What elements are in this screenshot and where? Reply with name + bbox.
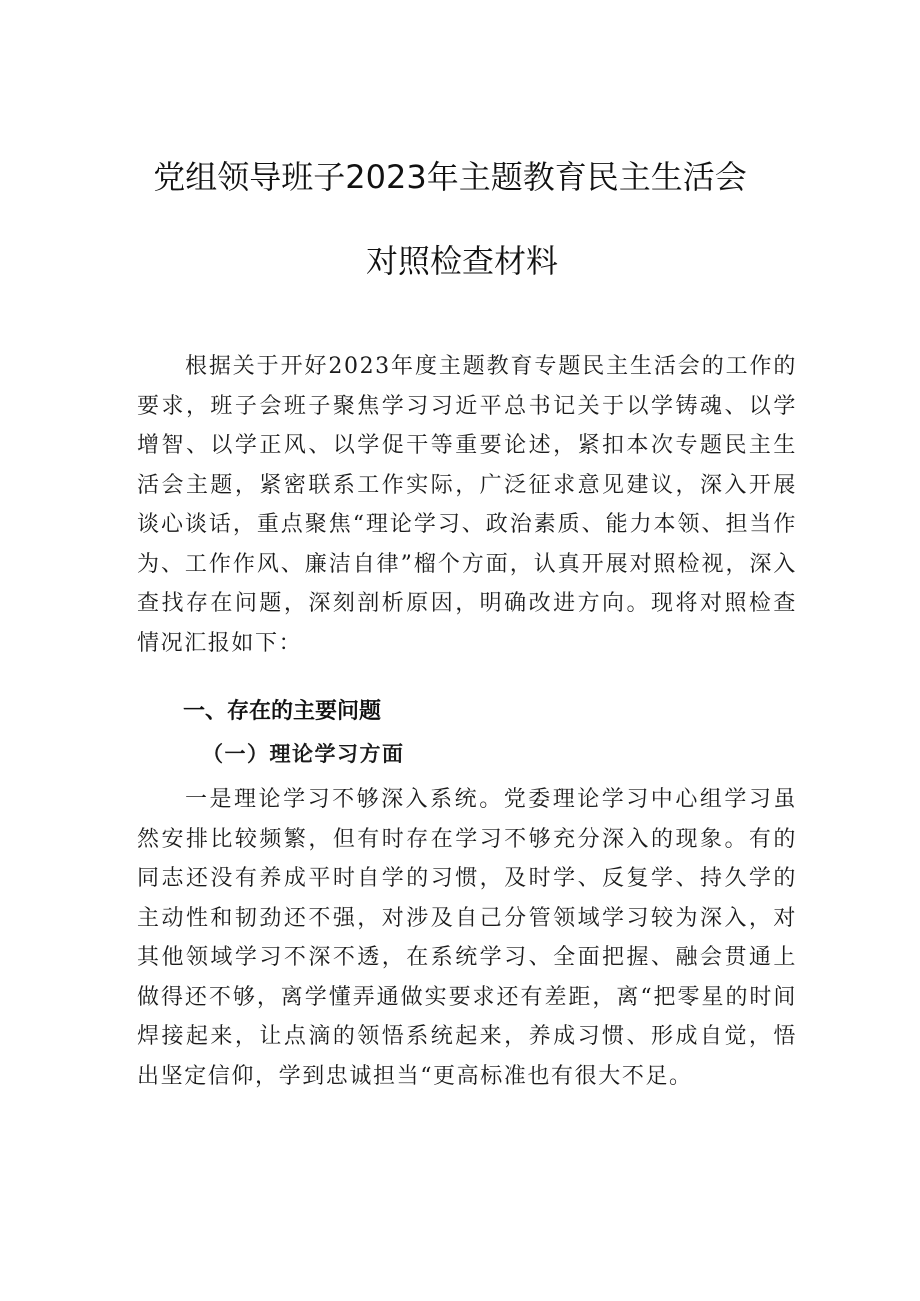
- document-title-line-2: 对照检查材料: [365, 242, 558, 280]
- subsection-heading: （一）理论学习方面: [202, 741, 405, 766]
- section-paragraph: 一是理论学习不够深入系统。党委理论学习中心组学习虽然安排比较频繁，但有时存在学习不够充分深入的现象。有的同志还没有养成平时自学的习惯，及时学、反复学、持久学的主动性和韧劲还不强，对涉及自己分管领域学习较为深入，对其他领域学习不深不透，在系统学习、全面把握、融会贯通上做得还不够，离学懂弄通做实要求还有差距，离“把零星的时间焊接起来，让点滴的领悟系统起来，养成习惯、形成自觉，悟出坚定信仰，学到忠诚担当“更高标准也有很大不足。: [137, 787, 797, 1089]
- document-title-line-1: 党组领导班子2023年主题教育民主生活会: [153, 158, 747, 196]
- section-heading: 一、存在的主要问题: [183, 699, 382, 724]
- intro-paragraph: 根据关于开好2023年度主题教育专题民主生活会的工作的要求，班子会班子聚焦学习习近平总书记关于以学铸魂、以学增智、以学正风、以学促干等重要论述，紧扣本次专题民主生活会主题，紧密联系工作实际，广泛征求意见建议，深入开展谈心谈话，重点聚焦“理论学习、政治素质、能力本领、担当作为、工作作风、廉洁自律”榴个方面，认真开展对照检视，深入查找存在问题，深刻剖析原因，明确改进方向。现将对照检查情况汇报如下：: [137, 354, 797, 656]
